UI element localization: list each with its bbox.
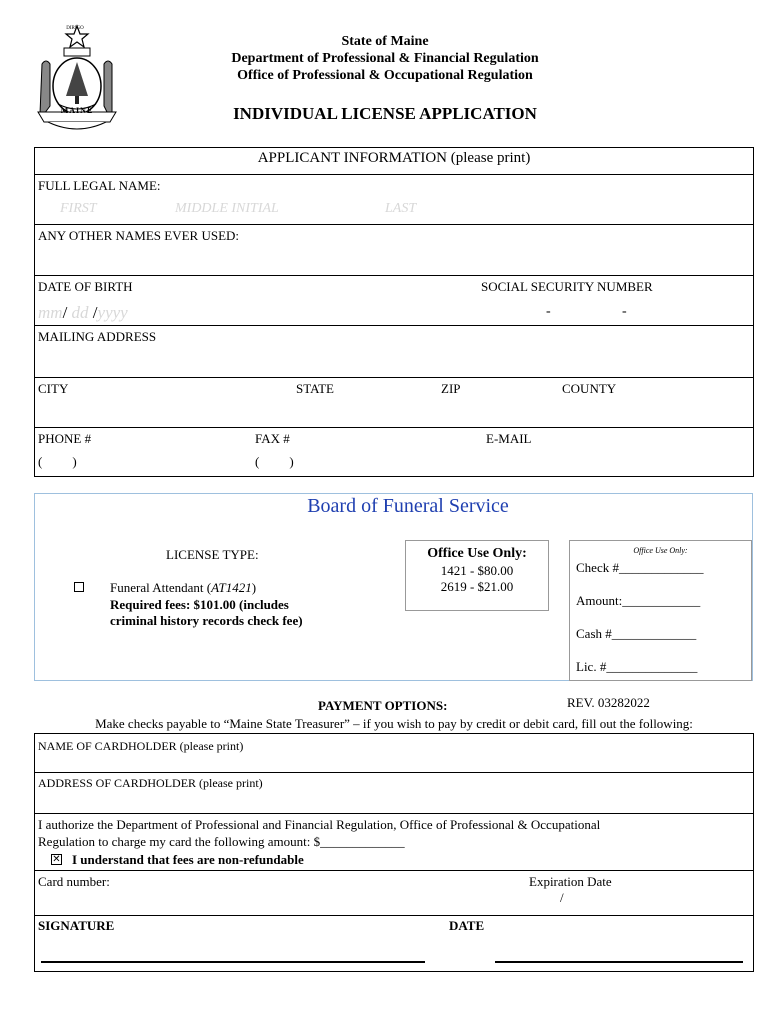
last-name-field[interactable]: LAST <box>385 201 417 216</box>
required-fees-line1: Required fees: $101.00 (includes <box>110 597 289 612</box>
email-field[interactable] <box>486 450 751 474</box>
funeral-attendant-checkbox[interactable] <box>74 582 84 592</box>
dob-label: DATE OF BIRTH <box>38 279 133 294</box>
board-title: Board of Funeral Service <box>307 495 509 517</box>
license-type-label: LICENSE TYPE: <box>166 547 259 562</box>
header-state: State of Maine <box>341 34 429 49</box>
office-use-title-2: Office Use Only: <box>633 546 688 555</box>
fax-label: FAX # <box>255 431 290 446</box>
city-label: CITY <box>38 381 69 396</box>
state-seal-icon <box>30 24 124 136</box>
phone-field[interactable]: ( ) <box>38 454 77 469</box>
signature-line[interactable] <box>41 961 425 963</box>
county-label: COUNTY <box>562 381 617 396</box>
cardholder-address-label: ADDRESS OF CARDHOLDER (please print) <box>38 776 263 790</box>
funeral-attendant-label: Funeral Attendant (AT1421) <box>110 580 257 595</box>
date-label: DATE <box>449 918 485 933</box>
mailing-address-label: MAILING ADDRESS <box>38 329 157 344</box>
payment-options-title: PAYMENT OPTIONS: <box>318 698 448 713</box>
middle-initial-field[interactable]: MIDDLE INITIAL <box>175 201 279 216</box>
license-number-field[interactable]: Lic. #______________ <box>576 659 698 674</box>
applicant-section-title: APPLICANT INFORMATION (please print) <box>257 150 531 166</box>
page-title: INDIVIDUAL LICENSE APPLICATION <box>233 104 537 123</box>
mailing-address-field[interactable] <box>34 346 754 376</box>
nonrefundable-label: I understand that fees are non-refundable <box>72 852 304 867</box>
card-number-field[interactable] <box>34 890 514 914</box>
cash-number-field[interactable]: Cash #_____________ <box>576 626 697 641</box>
zip-label: ZIP <box>441 381 461 396</box>
expiration-field[interactable]: / <box>560 890 564 905</box>
office-fee-2619: 2619 - $21.00 <box>440 579 514 594</box>
city-state-zip-field[interactable] <box>34 397 754 427</box>
other-names-label: ANY OTHER NAMES EVER USED: <box>38 228 240 243</box>
signature-label: SIGNATURE <box>38 918 115 933</box>
nonrefundable-checkbox-checked[interactable]: ✕ <box>52 854 61 865</box>
payment-instructions: Make checks payable to “Maine State Treasurer” – if you wish to pay by credit or debit card, fill out the following: <box>95 716 693 731</box>
dob-field[interactable]: mm/ dd /yyyy <box>38 303 128 322</box>
expiration-label: Expiration Date <box>529 874 612 889</box>
cardholder-name-field[interactable] <box>34 754 754 772</box>
authorization-amount-field[interactable]: Regulation to charge my card the following amount: $_____________ <box>38 834 405 849</box>
fax-field[interactable]: ( ) <box>255 454 294 469</box>
date-line[interactable] <box>495 961 743 963</box>
cardholder-name-label: NAME OF CARDHOLDER (please print) <box>38 739 244 753</box>
office-use-title: Office Use Only: <box>427 546 527 561</box>
check-number-field[interactable]: Check #_____________ <box>576 560 704 575</box>
seal-motto: DIRIGO <box>66 26 84 31</box>
revision-number: REV. 03282022 <box>567 695 650 710</box>
ssn-field[interactable]: - - <box>546 304 627 319</box>
required-fees-line2: criminal history records check fee) <box>110 613 303 628</box>
amount-field[interactable]: Amount:____________ <box>576 593 701 608</box>
email-label: E-MAIL <box>486 431 532 446</box>
header-department: Department of Professional & Financial Regulation <box>231 51 539 66</box>
ssn-label: SOCIAL SECURITY NUMBER <box>481 279 653 294</box>
office-fee-1421: 1421 - $80.00 <box>440 563 514 578</box>
first-name-field[interactable]: FIRST <box>60 201 97 216</box>
state-label: STATE <box>296 381 334 396</box>
cardholder-address-field[interactable] <box>34 792 754 813</box>
phone-label: PHONE # <box>38 431 92 446</box>
header-office: Office of Professional & Occupational Regulation <box>237 68 533 83</box>
authorization-line1: I authorize the Department of Professional and Financial Regulation, Office of Professional & Occupational <box>38 817 601 832</box>
seal-text: MAINE <box>60 106 94 115</box>
other-names-field[interactable] <box>34 244 754 274</box>
card-number-label: Card number: <box>38 874 110 889</box>
full-legal-name-label: FULL LEGAL NAME: <box>38 178 161 193</box>
